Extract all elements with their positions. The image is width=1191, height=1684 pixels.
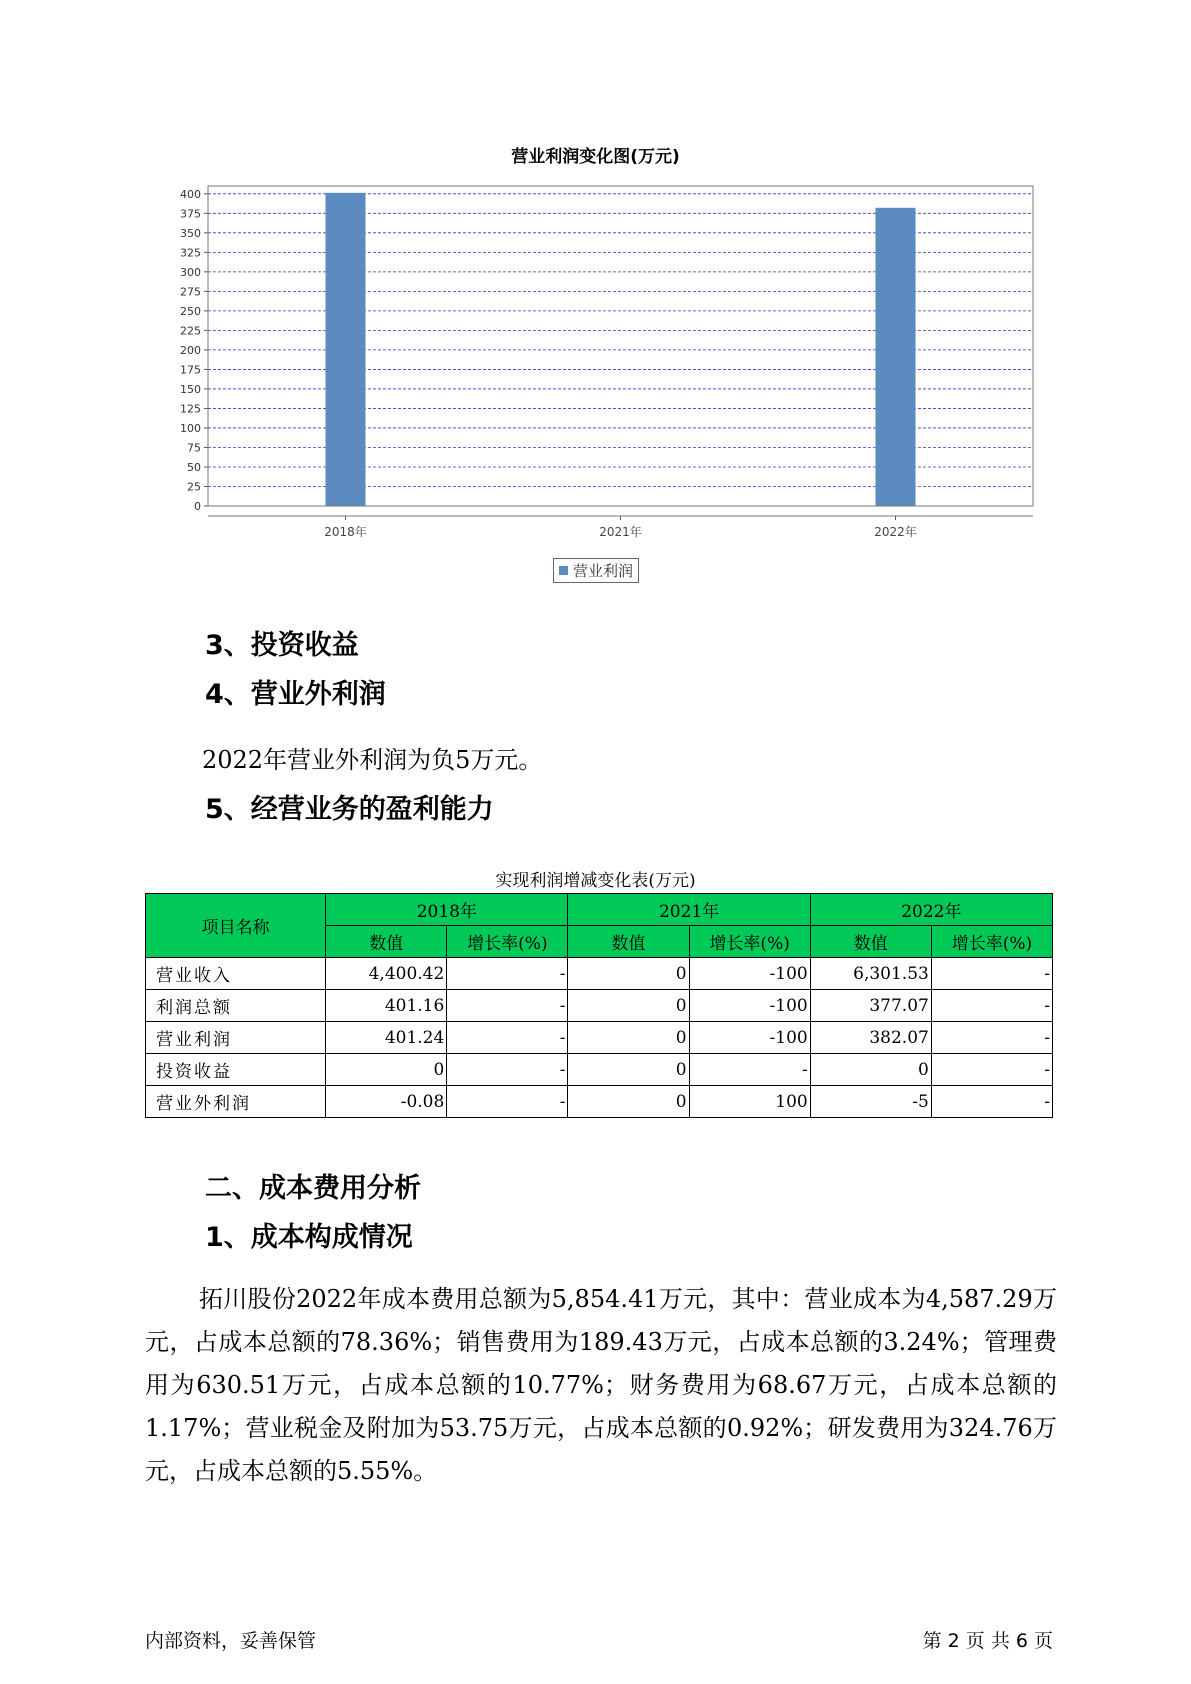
cell: 382.07 — [810, 1022, 931, 1054]
cell: 0 — [568, 958, 689, 990]
cell: - — [931, 1086, 1052, 1118]
y-tick-label: 50 — [187, 460, 201, 474]
cell: - — [689, 1054, 810, 1086]
y-tick-label: 325 — [180, 246, 201, 260]
cell: - — [447, 990, 568, 1022]
row-name: 利润总额 — [146, 990, 326, 1022]
y-tick-label: 75 — [187, 441, 201, 455]
heading-profitability: 5、经营业务的盈利能力 — [205, 794, 494, 825]
col-header-year: 2022年 — [810, 894, 1052, 926]
y-tick-label: 250 — [180, 304, 201, 318]
cell: -0.08 — [326, 1086, 447, 1118]
y-tick-label: 100 — [180, 421, 201, 435]
y-tick-label: 275 — [180, 285, 201, 299]
cell: - — [931, 1054, 1052, 1086]
heading-nonoperating-profit: 4、营业外利润 — [205, 679, 386, 710]
y-tick-label: 25 — [187, 480, 201, 494]
legend-label: 营业利润 — [573, 562, 634, 580]
y-tick-label: 175 — [180, 363, 201, 377]
chart-title: 营业利润变化图(万元) — [511, 147, 680, 167]
nonoperating-profit-text: 2022年营业外利润为负5万元。 — [202, 746, 543, 774]
col-header-name: 项目名称 — [146, 894, 326, 958]
y-tick-label: 0 — [194, 500, 201, 513]
x-tick-label: 2018年 — [324, 525, 367, 539]
y-tick-label: 300 — [180, 265, 201, 279]
col-header-value: 数值 — [326, 926, 447, 958]
cell: 377.07 — [810, 990, 931, 1022]
cell: 0 — [568, 1054, 689, 1086]
operating-profit-bar-chart — [170, 178, 1040, 553]
table-caption: 实现利润增减变化表(万元) — [495, 871, 696, 891]
table-row — [146, 1054, 1053, 1086]
cell: - — [447, 1054, 568, 1086]
y-tick-label: 200 — [180, 343, 201, 357]
col-header-value: 数值 — [568, 926, 689, 958]
cell: 6,301.53 — [810, 958, 931, 990]
cell: -100 — [689, 990, 810, 1022]
y-tick-label: 125 — [180, 402, 201, 416]
heading-investment-income: 3、投资收益 — [205, 630, 359, 661]
cell: - — [447, 1022, 568, 1054]
profit-change-table — [145, 893, 1053, 1118]
legend-swatch — [559, 566, 568, 575]
y-tick-label: 225 — [180, 324, 201, 338]
bar-2018年 — [326, 193, 366, 506]
col-header-growth: 增长率(%) — [447, 926, 568, 958]
table-row — [146, 1022, 1053, 1054]
cell: - — [931, 958, 1052, 990]
row-name: 营业利润 — [146, 1022, 326, 1054]
col-header-value: 数值 — [810, 926, 931, 958]
cell: 0 — [326, 1054, 447, 1086]
heading-cost-structure: 1、成本构成情况 — [205, 1222, 413, 1253]
footer-confidential: 内部资料，妥善保管 — [145, 1630, 317, 1652]
row-name: 营业收入 — [146, 958, 326, 990]
cell: 0 — [568, 1086, 689, 1118]
col-header-year: 2018年 — [326, 894, 568, 926]
table-row — [146, 990, 1053, 1022]
bar-2022年 — [876, 208, 916, 506]
cost-structure-paragraph: 拓川股份2022年成本费用总额为5,854.41万元，其中：营业成本为4,587.29万元，占成本总额的78.36%；销售费用为189.43万元，占成本总额的3.24%；管理费用为630.51万元，占成本总额的10.77%；财务费用为68.67万元，占成本总额的1.17%；营业税金及附加为53.75万元，占成本总额的0.92%；研发费用为324.76万元，占成本总额的5.55%。 — [145, 1285, 1057, 1485]
col-header-growth: 增长率(%) — [931, 926, 1052, 958]
footer-page-number: 第 2 页 共 6 页 — [922, 1630, 1053, 1652]
x-tick-label: 2022年 — [874, 525, 917, 539]
cell: 100 — [689, 1086, 810, 1118]
y-tick-label: 400 — [180, 187, 201, 201]
cell: - — [447, 958, 568, 990]
cell: 0 — [568, 1022, 689, 1054]
cell: - — [931, 990, 1052, 1022]
col-header-growth: 增长率(%) — [689, 926, 810, 958]
cell: 4,400.42 — [326, 958, 447, 990]
cell: 0 — [568, 990, 689, 1022]
x-tick-label: 2021年 — [599, 525, 642, 539]
table-row — [146, 1086, 1053, 1118]
row-name: 投资收益 — [146, 1054, 326, 1086]
y-tick-label: 350 — [180, 226, 201, 240]
heading-cost-analysis: 二、成本费用分析 — [205, 1173, 421, 1204]
chart-legend — [553, 558, 639, 583]
cell: 0 — [810, 1054, 931, 1086]
cell: -5 — [810, 1086, 931, 1118]
y-tick-label: 375 — [180, 207, 201, 221]
cell: -100 — [689, 958, 810, 990]
cell: - — [447, 1086, 568, 1118]
cell: -100 — [689, 1022, 810, 1054]
table-row — [146, 958, 1053, 990]
col-header-year: 2021年 — [568, 894, 810, 926]
y-tick-label: 150 — [180, 382, 201, 396]
row-name: 营业外利润 — [146, 1086, 326, 1118]
cell: 401.24 — [326, 1022, 447, 1054]
cell: 401.16 — [326, 990, 447, 1022]
cell: - — [931, 1022, 1052, 1054]
